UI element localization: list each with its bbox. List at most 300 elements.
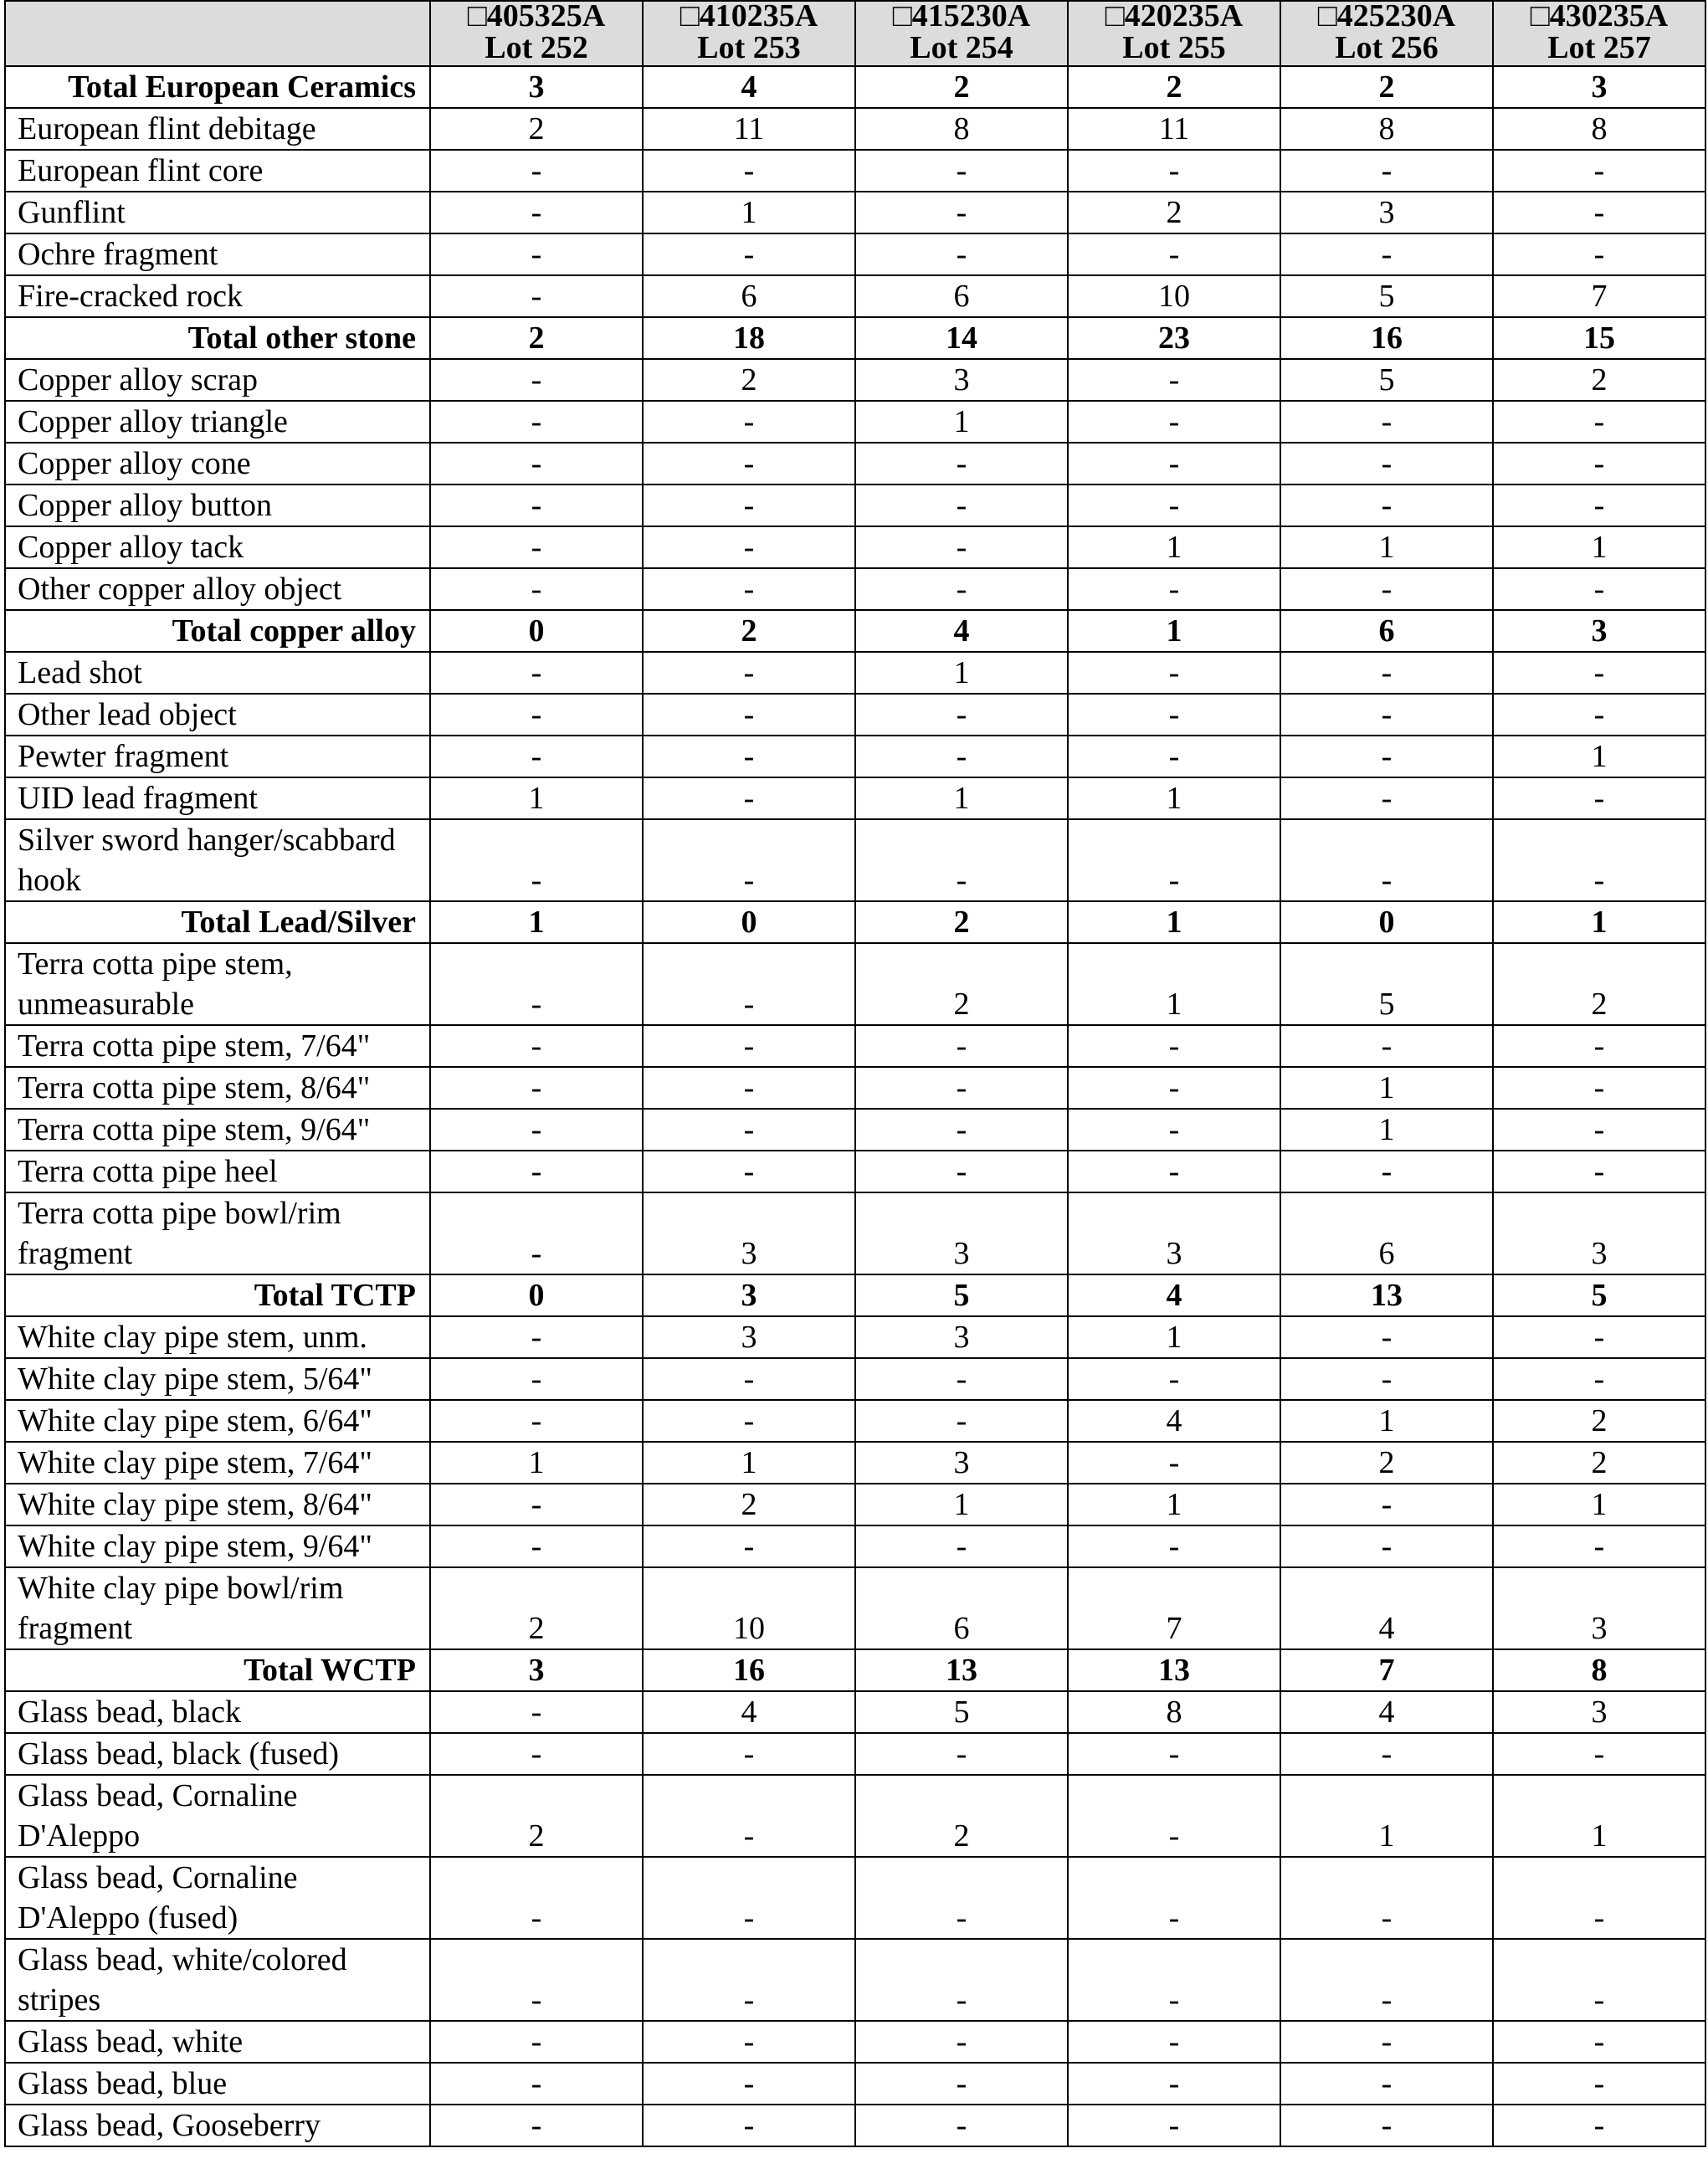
count-cell: - <box>430 485 643 526</box>
row-label: Ochre fragment <box>5 233 430 275</box>
count-cell: - <box>1493 777 1705 819</box>
table-total-row <box>5 1649 1705 1691</box>
table-total-row <box>5 317 1705 359</box>
count-cell: - <box>1493 233 1705 275</box>
count-cell: - <box>430 1109 643 1151</box>
row-label: Copper alloy scrap <box>5 359 430 401</box>
count-cell: - <box>1493 2063 1705 2105</box>
count-cell: 6 <box>643 275 855 317</box>
count-cell: - <box>643 2063 855 2105</box>
count-cell: - <box>1493 1939 1705 2021</box>
count-cell: - <box>855 233 1068 275</box>
table-row <box>5 108 1705 150</box>
column-unit-code: □425230A <box>1317 1 1456 33</box>
count-cell: - <box>1280 1358 1493 1400</box>
count-cell: - <box>1280 568 1493 610</box>
count-cell: 10 <box>1068 275 1280 317</box>
count-cell: 7 <box>1068 1567 1280 1649</box>
count-cell: 3 <box>1280 192 1493 233</box>
count-cell: 5 <box>1280 275 1493 317</box>
count-cell: - <box>1493 1358 1705 1400</box>
row-label: Terra cotta pipe bowl/rim fragment <box>5 1192 430 1274</box>
count-cell: - <box>430 443 643 485</box>
table-row <box>5 1109 1705 1151</box>
count-cell: 3 <box>855 1192 1068 1274</box>
count-cell: 4 <box>1068 1400 1280 1442</box>
count-cell: 1 <box>1493 526 1705 568</box>
count-cell: - <box>430 150 643 192</box>
table-body <box>5 66 1705 2146</box>
count-cell: - <box>430 568 643 610</box>
row-label: Other lead object <box>5 694 430 736</box>
row-label: White clay pipe stem, 5/64" <box>5 1358 430 1400</box>
row-label: Silver sword hanger/scabbard hook <box>5 819 430 901</box>
count-cell: - <box>643 443 855 485</box>
count-cell: - <box>1493 1525 1705 1567</box>
count-cell: - <box>643 1525 855 1567</box>
count-cell: 3 <box>855 1316 1068 1358</box>
count-cell: 7 <box>1280 1649 1493 1691</box>
column-unit-code: □410235A <box>680 1 818 33</box>
count-cell: - <box>430 1733 643 1775</box>
row-label: Glass bead, white <box>5 2021 430 2063</box>
count-cell: 1 <box>1068 777 1280 819</box>
count-cell: - <box>855 2063 1068 2105</box>
count-cell: 14 <box>855 317 1068 359</box>
count-cell: 1 <box>430 901 643 943</box>
count-cell: 2 <box>1280 66 1493 108</box>
table-row <box>5 526 1705 568</box>
count-cell: - <box>643 1025 855 1067</box>
count-cell: - <box>1068 2105 1280 2146</box>
count-cell: 1 <box>855 777 1068 819</box>
column-lot-label: Lot 254 <box>910 30 1013 65</box>
count-cell: - <box>1280 2063 1493 2105</box>
count-cell: 10 <box>643 1567 855 1649</box>
count-cell: 6 <box>855 275 1068 317</box>
count-cell: - <box>1493 1733 1705 1775</box>
count-cell: - <box>855 1109 1068 1151</box>
count-cell: 2 <box>1493 359 1705 401</box>
table-row <box>5 1316 1705 1358</box>
row-label: White clay pipe stem, unm. <box>5 1316 430 1358</box>
count-cell: - <box>643 150 855 192</box>
row-label: Total European Ceramics <box>5 66 430 108</box>
count-cell: 8 <box>1493 1649 1705 1691</box>
count-cell: - <box>430 275 643 317</box>
column-header <box>855 1 1068 66</box>
row-label: Glass bead, Cornaline D'Aleppo <box>5 1775 430 1857</box>
count-cell: 2 <box>1493 1442 1705 1484</box>
count-cell: 18 <box>643 317 855 359</box>
column-header <box>1493 1 1705 66</box>
count-cell: - <box>855 1067 1068 1109</box>
count-cell: 11 <box>1068 108 1280 150</box>
row-label: European flint core <box>5 150 430 192</box>
count-cell: 2 <box>1280 1442 1493 1484</box>
count-cell: 3 <box>430 66 643 108</box>
count-cell: - <box>1068 1067 1280 1109</box>
count-cell: - <box>1493 1316 1705 1358</box>
count-cell: - <box>855 192 1068 233</box>
count-cell: - <box>1493 192 1705 233</box>
count-cell: - <box>643 1151 855 1192</box>
row-label: Total Lead/Silver <box>5 901 430 943</box>
count-cell: 6 <box>1280 610 1493 652</box>
row-label: Gunflint <box>5 192 430 233</box>
count-cell: 1 <box>430 1442 643 1484</box>
count-cell: - <box>855 1025 1068 1067</box>
column-unit-code: □405325A <box>467 1 606 33</box>
table-total-row <box>5 66 1705 108</box>
count-cell: - <box>1068 1733 1280 1775</box>
count-cell: - <box>1280 1316 1493 1358</box>
count-cell: - <box>1068 1939 1280 2021</box>
row-label: Copper alloy triangle <box>5 401 430 443</box>
count-cell: - <box>1493 1067 1705 1109</box>
count-cell: 4 <box>643 1691 855 1733</box>
row-label: White clay pipe stem, 9/64" <box>5 1525 430 1567</box>
count-cell: 2 <box>1493 943 1705 1025</box>
count-cell: 1 <box>1068 1484 1280 1525</box>
column-unit-code: □415230A <box>892 1 1031 33</box>
row-label: Total copper alloy <box>5 610 430 652</box>
count-cell: - <box>1068 1442 1280 1484</box>
count-cell: - <box>1493 150 1705 192</box>
table-row <box>5 1484 1705 1525</box>
table-row <box>5 233 1705 275</box>
count-cell: 2 <box>430 317 643 359</box>
count-cell: 1 <box>1493 1484 1705 1525</box>
count-cell: 3 <box>430 1649 643 1691</box>
table-row <box>5 1067 1705 1109</box>
count-cell: 1 <box>1068 943 1280 1025</box>
count-cell: 1 <box>643 1442 855 1484</box>
count-cell: 1 <box>1280 1400 1493 1442</box>
count-cell: - <box>643 1358 855 1400</box>
row-label: Fire-cracked rock <box>5 275 430 317</box>
count-cell: 1 <box>1068 901 1280 943</box>
row-label: Terra cotta pipe stem, 7/64" <box>5 1025 430 1067</box>
count-cell: - <box>855 1857 1068 1939</box>
count-cell: 16 <box>643 1649 855 1691</box>
count-cell: 3 <box>643 1316 855 1358</box>
count-cell: - <box>1280 1939 1493 2021</box>
count-cell: 7 <box>1493 275 1705 317</box>
count-cell: 15 <box>1493 317 1705 359</box>
row-label: Pewter fragment <box>5 736 430 777</box>
count-cell: 4 <box>855 610 1068 652</box>
row-label: Total other stone <box>5 317 430 359</box>
count-cell: 1 <box>1068 610 1280 652</box>
count-cell: 0 <box>643 901 855 943</box>
row-label: Glass bead, Gooseberry <box>5 2105 430 2146</box>
row-label: Glass bead, white/colored stripes <box>5 1939 430 2021</box>
row-label: Copper alloy button <box>5 485 430 526</box>
count-cell: - <box>643 568 855 610</box>
table-row <box>5 568 1705 610</box>
table-row <box>5 1691 1705 1733</box>
count-cell: - <box>1493 1109 1705 1151</box>
table-header-row <box>5 1 1705 66</box>
count-cell: 1 <box>1068 526 1280 568</box>
column-lot-label: Lot 255 <box>1122 30 1226 65</box>
count-cell: - <box>430 736 643 777</box>
table-row <box>5 1733 1705 1775</box>
count-cell: - <box>430 1939 643 2021</box>
table-row <box>5 2105 1705 2146</box>
row-label: Terra cotta pipe heel <box>5 1151 430 1192</box>
row-label: UID lead fragment <box>5 777 430 819</box>
count-cell: - <box>855 568 1068 610</box>
count-cell: - <box>1493 819 1705 901</box>
count-cell: - <box>643 694 855 736</box>
count-cell: - <box>855 819 1068 901</box>
count-cell: - <box>1068 1025 1280 1067</box>
count-cell: 13 <box>1280 1274 1493 1316</box>
table-row <box>5 819 1705 901</box>
count-cell: 3 <box>1493 1691 1705 1733</box>
count-cell: 0 <box>1280 901 1493 943</box>
count-cell: - <box>1493 485 1705 526</box>
count-cell: - <box>430 192 643 233</box>
count-cell: - <box>1280 401 1493 443</box>
count-cell: - <box>643 1939 855 2021</box>
table-row <box>5 443 1705 485</box>
table-row <box>5 1567 1705 1649</box>
count-cell: - <box>430 1025 643 1067</box>
count-cell: - <box>1068 2063 1280 2105</box>
count-cell: - <box>430 694 643 736</box>
row-label: Glass bead, black (fused) <box>5 1733 430 1775</box>
column-header <box>643 1 855 66</box>
count-cell: 2 <box>855 943 1068 1025</box>
count-cell: 2 <box>643 610 855 652</box>
count-cell: - <box>1280 652 1493 694</box>
count-cell: - <box>1493 2105 1705 2146</box>
row-label: White clay pipe stem, 6/64" <box>5 1400 430 1442</box>
row-label: Terra cotta pipe stem, 9/64" <box>5 1109 430 1151</box>
count-cell: 1 <box>855 652 1068 694</box>
table-row <box>5 485 1705 526</box>
count-cell: - <box>855 2105 1068 2146</box>
count-cell: - <box>1068 359 1280 401</box>
count-cell: 3 <box>1068 1192 1280 1274</box>
row-label: White clay pipe stem, 7/64" <box>5 1442 430 1484</box>
count-cell: - <box>1068 1775 1280 1857</box>
count-cell: - <box>855 694 1068 736</box>
count-cell: 1 <box>1068 1316 1280 1358</box>
count-cell: - <box>430 1484 643 1525</box>
count-cell: - <box>1280 233 1493 275</box>
count-cell: 3 <box>1493 1567 1705 1649</box>
count-cell: - <box>1068 568 1280 610</box>
count-cell: - <box>643 1400 855 1442</box>
count-cell: - <box>643 2105 855 2146</box>
table-row <box>5 359 1705 401</box>
row-label: White clay pipe bowl/rim fragment <box>5 1567 430 1649</box>
count-cell: - <box>1280 736 1493 777</box>
count-cell: - <box>855 485 1068 526</box>
count-cell: 1 <box>1280 1109 1493 1151</box>
count-cell: - <box>430 1358 643 1400</box>
row-label: Total WCTP <box>5 1649 430 1691</box>
count-cell: - <box>1068 150 1280 192</box>
count-cell: - <box>1493 1151 1705 1192</box>
row-label: Glass bead, black <box>5 1691 430 1733</box>
count-cell: - <box>1280 2021 1493 2063</box>
count-cell: - <box>643 485 855 526</box>
count-cell: - <box>1280 1484 1493 1525</box>
count-cell: - <box>1493 1025 1705 1067</box>
count-cell: 2 <box>1068 192 1280 233</box>
count-cell: - <box>1068 2021 1280 2063</box>
table-row <box>5 192 1705 233</box>
count-cell: - <box>1068 819 1280 901</box>
count-cell: 3 <box>643 1274 855 1316</box>
row-label: European flint debitage <box>5 108 430 150</box>
count-cell: - <box>430 359 643 401</box>
count-cell: - <box>643 401 855 443</box>
table-row <box>5 943 1705 1025</box>
count-cell: 0 <box>430 1274 643 1316</box>
count-cell: - <box>1493 443 1705 485</box>
table-row <box>5 1525 1705 1567</box>
count-cell: 3 <box>855 1442 1068 1484</box>
count-cell: - <box>430 1857 643 1939</box>
count-cell: - <box>855 1400 1068 1442</box>
count-cell: - <box>855 736 1068 777</box>
table-row <box>5 1857 1705 1939</box>
count-cell: - <box>430 1525 643 1567</box>
count-cell: - <box>1493 568 1705 610</box>
count-cell: 1 <box>1493 1775 1705 1857</box>
count-cell: 6 <box>855 1567 1068 1649</box>
count-cell: - <box>643 1067 855 1109</box>
count-cell: 2 <box>855 1775 1068 1857</box>
count-cell: - <box>1280 1025 1493 1067</box>
column-header <box>1068 1 1280 66</box>
count-cell: 2 <box>643 359 855 401</box>
column-lot-label: Lot 257 <box>1547 30 1651 65</box>
count-cell: 1 <box>1280 1775 1493 1857</box>
count-cell: 2 <box>430 108 643 150</box>
column-lot-label: Lot 256 <box>1335 30 1439 65</box>
count-cell: - <box>855 150 1068 192</box>
count-cell: 1 <box>1280 1067 1493 1109</box>
count-cell: - <box>1280 694 1493 736</box>
count-cell: - <box>430 401 643 443</box>
count-cell: 1 <box>855 1484 1068 1525</box>
count-cell: 3 <box>855 359 1068 401</box>
count-cell: - <box>430 2105 643 2146</box>
count-cell: - <box>1068 233 1280 275</box>
count-cell: - <box>430 2021 643 2063</box>
column-unit-code: □420235A <box>1105 1 1244 33</box>
count-cell: 23 <box>1068 317 1280 359</box>
table-row <box>5 1025 1705 1067</box>
count-cell: - <box>430 233 643 275</box>
table-total-row <box>5 1274 1705 1316</box>
count-cell: 5 <box>1493 1274 1705 1316</box>
count-cell: 5 <box>1280 943 1493 1025</box>
table-row <box>5 1775 1705 1857</box>
column-header <box>430 1 643 66</box>
count-cell: - <box>430 819 643 901</box>
table-row <box>5 777 1705 819</box>
count-cell: - <box>1068 401 1280 443</box>
count-cell: 3 <box>643 1192 855 1274</box>
count-cell: 2 <box>430 1567 643 1649</box>
count-cell: 1 <box>1280 526 1493 568</box>
count-cell: 4 <box>1068 1274 1280 1316</box>
count-cell: 4 <box>643 66 855 108</box>
row-label: Terra cotta pipe stem, 8/64" <box>5 1067 430 1109</box>
table-row <box>5 1442 1705 1484</box>
count-cell: 2 <box>1493 1400 1705 1442</box>
count-cell: - <box>1068 1151 1280 1192</box>
count-cell: - <box>643 1775 855 1857</box>
table-row <box>5 2021 1705 2063</box>
count-cell: 4 <box>1280 1567 1493 1649</box>
count-cell: - <box>430 1691 643 1733</box>
count-cell: 8 <box>1493 108 1705 150</box>
count-cell: - <box>1280 443 1493 485</box>
count-cell: - <box>1280 150 1493 192</box>
count-cell: 1 <box>430 777 643 819</box>
table-row <box>5 736 1705 777</box>
count-cell: - <box>643 2021 855 2063</box>
count-cell: - <box>1280 1857 1493 1939</box>
count-cell: 8 <box>855 108 1068 150</box>
count-cell: - <box>1280 485 1493 526</box>
count-cell: - <box>855 2021 1068 2063</box>
count-cell: - <box>855 526 1068 568</box>
count-cell: 5 <box>1280 359 1493 401</box>
count-cell: - <box>1280 777 1493 819</box>
count-cell: - <box>1280 1525 1493 1567</box>
table-row <box>5 652 1705 694</box>
count-cell: - <box>643 736 855 777</box>
count-cell: 2 <box>1068 66 1280 108</box>
count-cell: - <box>1280 819 1493 901</box>
count-cell: 13 <box>1068 1649 1280 1691</box>
table-total-row <box>5 610 1705 652</box>
count-cell: - <box>1068 443 1280 485</box>
row-label: Terra cotta pipe stem, unmeasurable <box>5 943 430 1025</box>
count-cell: - <box>1280 1733 1493 1775</box>
count-cell: - <box>430 943 643 1025</box>
count-cell: - <box>855 1358 1068 1400</box>
row-label: Lead shot <box>5 652 430 694</box>
count-cell: 16 <box>1280 317 1493 359</box>
count-cell: - <box>1068 694 1280 736</box>
table-total-row <box>5 901 1705 943</box>
count-cell: 6 <box>1280 1192 1493 1274</box>
count-cell: - <box>430 1151 643 1192</box>
count-cell: 1 <box>855 401 1068 443</box>
count-cell: - <box>855 1151 1068 1192</box>
count-cell: - <box>430 652 643 694</box>
table-row <box>5 401 1705 443</box>
count-cell: - <box>430 1316 643 1358</box>
artifact-count-table <box>4 0 1706 2147</box>
row-label: Copper alloy tack <box>5 526 430 568</box>
row-label: Glass bead, Cornaline D'Aleppo (fused) <box>5 1857 430 1939</box>
count-cell: - <box>643 526 855 568</box>
row-label: Other copper alloy object <box>5 568 430 610</box>
table-row <box>5 1151 1705 1192</box>
